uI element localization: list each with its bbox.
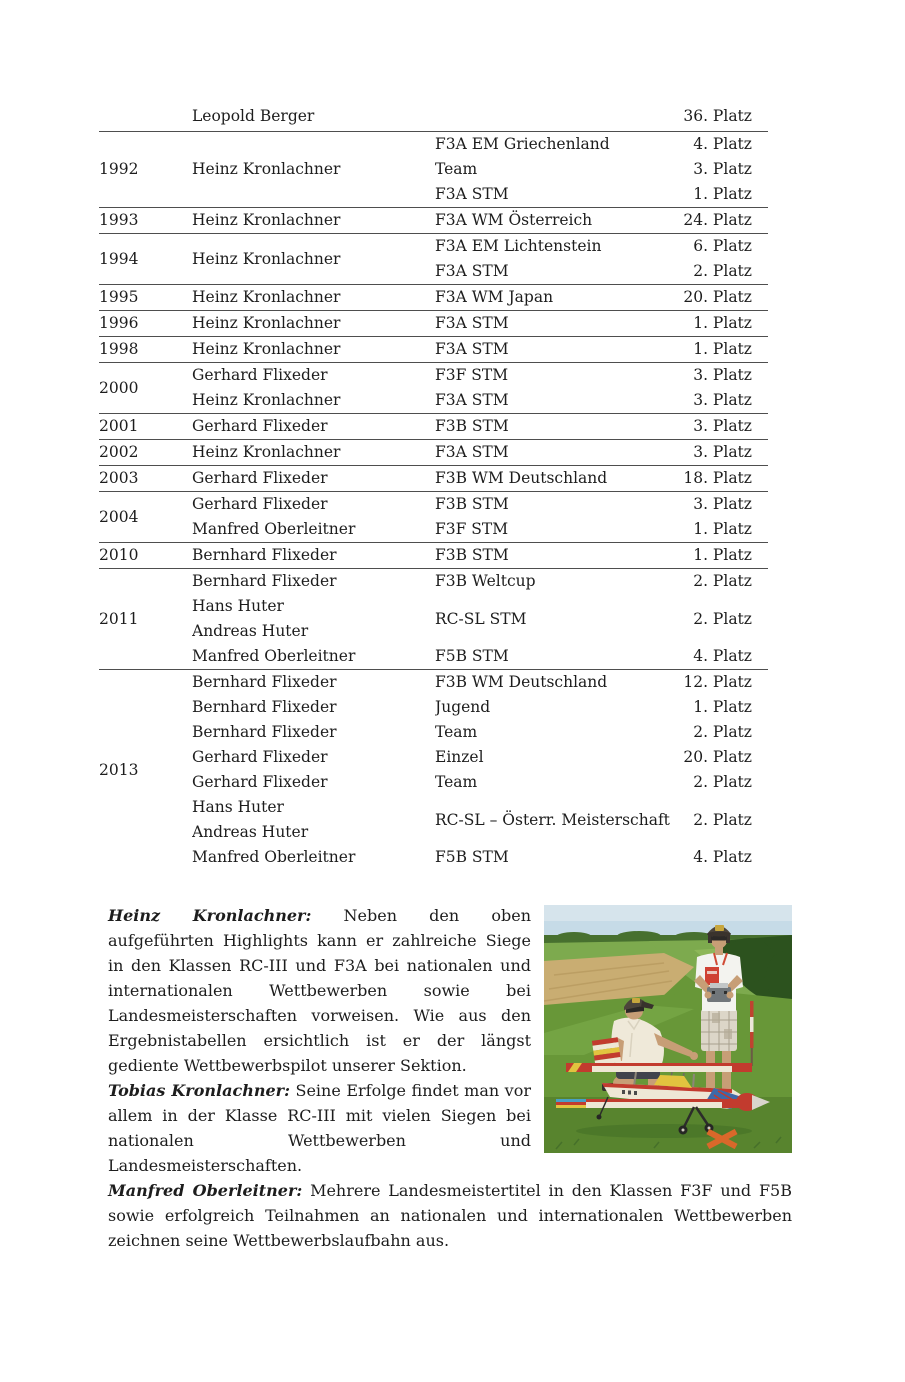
place-number: 18. bbox=[683, 469, 708, 487]
competition-cell: F3B WM Deutschland bbox=[435, 670, 683, 696]
competition-cell: F3B STM bbox=[435, 492, 683, 518]
result-cell: 4. Platz bbox=[683, 132, 768, 158]
name-cell: Heinz Kronlachner bbox=[192, 391, 341, 409]
competition-cell: F3B WM Deutschland bbox=[435, 466, 683, 492]
place-number: 3. bbox=[693, 417, 708, 435]
name-cell: Gerhard Flixeder bbox=[192, 466, 435, 492]
pilots-photo-illustration bbox=[544, 905, 792, 1153]
result-cell: 3. Platz bbox=[683, 157, 768, 182]
name-cell: Hans Huter bbox=[192, 798, 284, 816]
place-number: 1. bbox=[693, 185, 708, 203]
lower-wing bbox=[556, 1099, 742, 1108]
result-cell: 1. Platz bbox=[683, 517, 768, 543]
year-cell: 1996 bbox=[99, 311, 192, 337]
name-cell: Heinz Kronlachner bbox=[192, 311, 435, 337]
result-cell: 4. Platz bbox=[683, 845, 768, 870]
result-cell: 18. Platz bbox=[683, 466, 768, 492]
competition-cell: F3A EM Lichtenstein bbox=[435, 234, 683, 260]
red-badge bbox=[705, 967, 719, 985]
year-cell: 2011 bbox=[99, 569, 192, 670]
year-cell: 2001 bbox=[99, 414, 192, 440]
table-row bbox=[99, 845, 768, 870]
table-row bbox=[99, 517, 768, 543]
name-cell: Bernhard Flixeder bbox=[192, 723, 337, 741]
competition-cell: F3A STM bbox=[435, 440, 683, 466]
competition-cell: F3B STM bbox=[435, 543, 683, 569]
competition-cell: F3A STM bbox=[435, 311, 683, 337]
name-cell: Manfred Oberleitner bbox=[192, 848, 356, 866]
table-row bbox=[99, 102, 768, 132]
year-cell bbox=[99, 102, 192, 132]
name-cell: Bernhard Flixeder bbox=[192, 698, 337, 716]
place-number: 3. bbox=[693, 391, 708, 409]
name-cell: Hans Huter bbox=[192, 597, 284, 615]
name-cell: Heinz Kronlachner bbox=[192, 208, 435, 234]
result-cell: 1. Platz bbox=[683, 543, 768, 569]
table-row bbox=[99, 363, 768, 389]
competition-cell: F3A WM Japan bbox=[435, 285, 683, 311]
competition-cell: F3B Weltcup bbox=[435, 569, 683, 595]
bio-lead: Heinz Kronlachner: bbox=[108, 906, 312, 925]
year-cell: 2010 bbox=[99, 543, 192, 569]
table-row bbox=[99, 234, 768, 260]
result-cell: 24. Platz bbox=[683, 208, 768, 234]
name-cell: Andreas Huter bbox=[192, 823, 309, 841]
table-row bbox=[99, 569, 768, 595]
table-row bbox=[99, 285, 768, 311]
bio-text: Neben den oben aufgeführten Highlights kann er zahlreiche Siege in den Klassen RC-III und F3A bei nationalen und internationalen Wettbewerben sowie bei Landesmeisterschaften vorweisen. Wie aus den Ergebnistabellen ersichtlich ist er der längst gediente Wettbewerbspilot unserer Sektion. bbox=[108, 906, 531, 1075]
place-number: 20. bbox=[683, 288, 708, 306]
table-row bbox=[99, 695, 768, 720]
name-cell: Manfred Oberleitner bbox=[192, 520, 356, 538]
name-cell: Andreas Huter bbox=[192, 622, 309, 640]
competition-cell: F3A STM bbox=[435, 185, 509, 203]
result-cell: 2. Platz bbox=[683, 720, 768, 745]
name-cell: Heinz Kronlachner bbox=[192, 132, 435, 208]
place-number: 36. bbox=[683, 107, 708, 125]
place-number: 2. bbox=[693, 609, 708, 628]
place-number: 3. bbox=[693, 495, 708, 513]
bio-text: Mehrere Landesmeistertitel in den Klassen F3F und F5B sowie erfolgreich Teilnahmen an nationalen und internationalen Wettbewerben zeichnen seine Wettbewerbslaufbahn aus. bbox=[108, 1181, 792, 1250]
name-cell: Gerhard Flixeder bbox=[192, 748, 328, 766]
name-cell: Gerhard Flixeder bbox=[192, 773, 328, 791]
competition-cell: F3A STM bbox=[435, 391, 509, 409]
table-row bbox=[99, 466, 768, 492]
competition-cell: F3A STM bbox=[435, 262, 509, 280]
result-cell: 1. Platz bbox=[683, 182, 768, 208]
name-cell: Gerhard Flixeder bbox=[192, 363, 435, 389]
document-page bbox=[0, 102, 905, 1382]
competition-cell: F5B STM bbox=[435, 647, 509, 665]
year-cell: 2003 bbox=[99, 466, 192, 492]
competition-cell: Jugend bbox=[435, 698, 491, 716]
table-row bbox=[99, 440, 768, 466]
place-number: 3. bbox=[693, 366, 708, 384]
year-cell: 1992 bbox=[99, 132, 192, 208]
place-number: 1. bbox=[693, 698, 708, 716]
result-cell: 4. Platz bbox=[683, 644, 768, 670]
table-row bbox=[99, 132, 768, 158]
name-cell: Gerhard Flixeder bbox=[192, 492, 435, 518]
place-number: 2. bbox=[693, 262, 708, 280]
table-row bbox=[99, 594, 768, 619]
table-row bbox=[99, 208, 768, 234]
place-number: 1. bbox=[693, 546, 708, 564]
result-cell: 12. Platz bbox=[683, 670, 768, 696]
landscape-background bbox=[544, 905, 792, 1153]
place-number: 3. bbox=[693, 160, 708, 178]
year-cell: 1994 bbox=[99, 234, 192, 285]
table-row bbox=[99, 543, 768, 569]
table-row bbox=[99, 644, 768, 670]
competition-cell: Team bbox=[435, 773, 478, 791]
result-cell: 3. Platz bbox=[683, 440, 768, 466]
result-cell: 2. Platz bbox=[683, 594, 768, 644]
competition-cell: F3F STM bbox=[435, 363, 683, 389]
competition-cell: F3A WM Österreich bbox=[435, 208, 683, 234]
place-number: 4. bbox=[693, 848, 708, 866]
name-cell: Bernhard Flixeder bbox=[192, 543, 435, 569]
results-table-body bbox=[99, 102, 768, 870]
name-cell: Heinz Kronlachner bbox=[192, 337, 435, 363]
name-cell: Bernhard Flixeder bbox=[192, 569, 435, 595]
competition-cell: F3F STM bbox=[435, 520, 509, 538]
result-cell: 6. Platz bbox=[683, 234, 768, 260]
place-number: 2. bbox=[693, 810, 708, 829]
place-number: 4. bbox=[693, 647, 708, 665]
bio-paragraph-manfred bbox=[108, 1178, 792, 1253]
competition-cell: F3A EM Griechenland bbox=[435, 132, 683, 158]
results-table bbox=[99, 102, 768, 870]
result-cell: 20. Platz bbox=[683, 748, 752, 766]
year-cell: 2000 bbox=[99, 363, 192, 414]
competition-cell: F3A STM bbox=[435, 337, 683, 363]
name-cell: Heinz Kronlachner bbox=[192, 285, 435, 311]
table-row bbox=[99, 414, 768, 440]
competition-cell bbox=[435, 102, 683, 132]
place-number: 2. bbox=[693, 773, 708, 791]
place-number: 2. bbox=[693, 723, 708, 741]
place-number: 1. bbox=[693, 520, 708, 538]
bio-text: Seine Erfolge findet man vor allem in der Klasse RC-III mit vielen Siegen bei nationalen Wettbewerben und Landesmeisterschaften. bbox=[108, 1081, 531, 1175]
year-cell: 2002 bbox=[99, 440, 192, 466]
bio-section bbox=[108, 903, 792, 1253]
table-row bbox=[99, 388, 768, 414]
place-number: 12. bbox=[683, 673, 708, 691]
competition-cell: Team bbox=[435, 160, 478, 178]
table-row bbox=[99, 770, 768, 795]
pilots-photo bbox=[544, 905, 792, 1153]
table-row bbox=[99, 311, 768, 337]
competition-cell: Einzel bbox=[435, 748, 484, 766]
result-cell: 20. Platz bbox=[683, 285, 768, 311]
competition-cell: F3B STM bbox=[435, 414, 683, 440]
place-number: 1. bbox=[693, 314, 708, 332]
result-cell: 2. Platz bbox=[683, 795, 768, 845]
result-cell: 1. Platz bbox=[683, 337, 768, 363]
name-cell: Heinz Kronlachner bbox=[192, 440, 435, 466]
result-cell: 1. Platz bbox=[683, 311, 768, 337]
year-cell: 2013 bbox=[99, 670, 192, 871]
year-cell: 1998 bbox=[99, 337, 192, 363]
result-cell: 36. Platz bbox=[683, 107, 752, 125]
name-cell: Gerhard Flixeder bbox=[192, 414, 435, 440]
year-cell: 1993 bbox=[99, 208, 192, 234]
sunglasses bbox=[711, 936, 727, 941]
bio-lead: Tobias Kronlachner: bbox=[108, 1081, 290, 1100]
place-number: 6. bbox=[693, 237, 708, 255]
result-cell: 3. Platz bbox=[683, 388, 768, 414]
competition-cell: F5B STM bbox=[435, 848, 509, 866]
place-number: 1. bbox=[693, 340, 708, 358]
striped-fin bbox=[592, 1037, 621, 1065]
name-cell: Bernhard Flixeder bbox=[192, 670, 435, 696]
year-cell: 2004 bbox=[99, 492, 192, 543]
name-cell: Manfred Oberleitner bbox=[192, 647, 356, 665]
place-number: 4. bbox=[693, 135, 708, 153]
competition-cell: Team bbox=[435, 723, 478, 741]
place-number: 2. bbox=[693, 572, 708, 590]
table-row bbox=[99, 337, 768, 363]
table-row bbox=[99, 492, 768, 518]
name-cell: Leopold Berger bbox=[192, 107, 315, 125]
result-cell: 3. Platz bbox=[683, 363, 768, 389]
bio-lead: Manfred Oberleitner: bbox=[108, 1181, 303, 1200]
name-cell: Heinz Kronlachner bbox=[192, 234, 435, 285]
table-row bbox=[99, 795, 768, 820]
place-number: 24. bbox=[683, 211, 708, 229]
result-cell: 3. Platz bbox=[683, 414, 768, 440]
table-row bbox=[99, 670, 768, 696]
result-cell: 3. Platz bbox=[683, 492, 768, 518]
place-number: 20. bbox=[683, 748, 708, 766]
result-cell: 2. Platz bbox=[683, 259, 768, 285]
place-number: 3. bbox=[693, 443, 708, 461]
upper-wing bbox=[566, 1063, 752, 1072]
table-row bbox=[99, 745, 768, 770]
competition-cell: RC-SL – Österr. Meisterschaft bbox=[435, 810, 670, 829]
result-cell: 1. Platz bbox=[683, 695, 768, 720]
competition-cell: RC-SL STM bbox=[435, 609, 527, 628]
table-row bbox=[99, 720, 768, 745]
result-cell: 2. Platz bbox=[683, 569, 768, 595]
result-cell: 2. Platz bbox=[683, 770, 768, 795]
year-cell: 1995 bbox=[99, 285, 192, 311]
